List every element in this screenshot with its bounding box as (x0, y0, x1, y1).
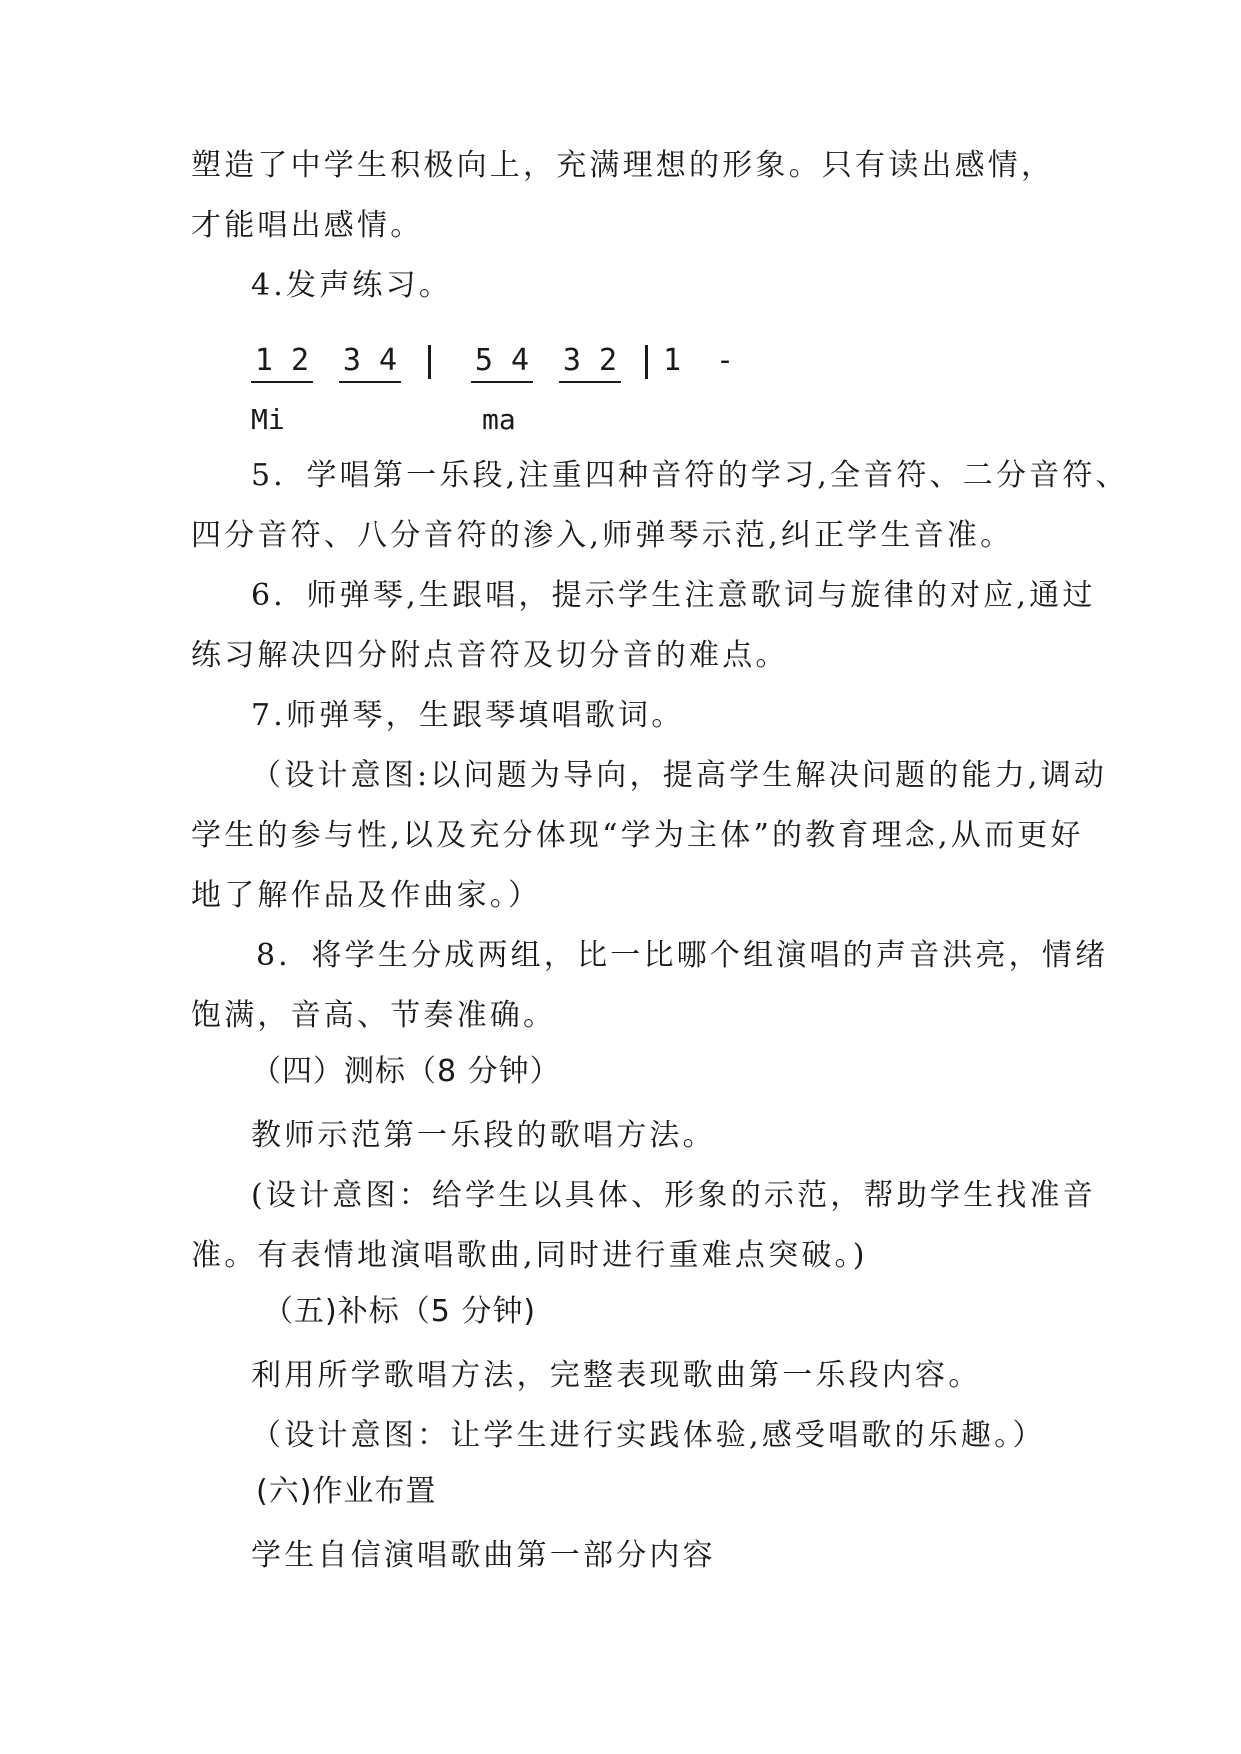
paragraph-line: 准。有表情地演唱歌曲,同时进行重难点突破。) (191, 1238, 868, 1273)
paragraph-line: 教师示范第一乐段的歌唱方法。 (251, 1118, 716, 1153)
paragraph-line: 利用所学歌唱方法，完整表现歌曲第一乐段内容。 (251, 1358, 982, 1393)
note-group: 3 2 (559, 341, 621, 383)
note-group: 3 4 (339, 341, 401, 383)
paragraph-line: 7.师弹琴，生跟琴填唱歌词。 (251, 698, 685, 733)
bar-line (428, 345, 431, 379)
note-group: 5 4 (471, 341, 533, 383)
paragraph-line: 才能唱出感情。 (191, 208, 424, 243)
paragraph-line: 地了解作品及作曲家。） (191, 878, 542, 913)
paragraph-line: 学生的参与性,以及充分体现“学为主体”的教育理念,从而更好 (191, 818, 1084, 853)
paragraph-line: 5．学唱第一乐段,注重四种音符的学习,全音符、二分音符、 (251, 458, 1129, 493)
paragraph-line: (设计意图：给学生以具体、形象的示范，帮助学生找准音 (251, 1178, 1096, 1213)
paragraph-line: 学生自信演唱歌曲第一部分内容 (251, 1538, 716, 1573)
paragraph-line: 塑造了中学生积极向上，充满理想的形象。只有读出感情， (191, 148, 1055, 183)
section-heading-6: (六)作业布置 (256, 1474, 437, 1509)
note-group: 1 2 (251, 341, 313, 383)
paragraph-line: 6．师弹琴,生跟唱，提示学生注意歌词与旋律的对应,通过 (251, 578, 1096, 613)
bar-line (645, 345, 648, 379)
paragraph-line: 练习解决四分附点音符及切分音的难点。 (191, 638, 789, 673)
syllable-label: ma (482, 403, 516, 436)
section-heading-5: （五)补标（5 分钟) (263, 1294, 537, 1329)
hold-dash: - (716, 343, 735, 378)
section-heading-4: （四）测标（8 分钟） (251, 1054, 561, 1089)
vocal-exercise-notation (251, 341, 811, 385)
paragraph-line: （设计意图：让学生进行实践体验,感受唱歌的乐趣。） (251, 1418, 1046, 1453)
paragraph-line: （设计意图:以问题为导向，提高学生解决问题的能力,调动 (251, 758, 1108, 793)
paragraph-line: 饱满，音高、节奏准确。 (191, 998, 557, 1033)
final-note: 1 (663, 343, 682, 378)
paragraph-line: 四分音符、八分音符的渗入,师弹琴示范,纠正学生音准。 (191, 518, 1014, 553)
syllable-label: Mi (251, 403, 285, 436)
step-4-heading: 4.发声练习。 (251, 268, 453, 303)
paragraph-line: 8．将学生分成两组，比一比哪个组演唱的声音洪亮，情绪 (256, 938, 1109, 973)
